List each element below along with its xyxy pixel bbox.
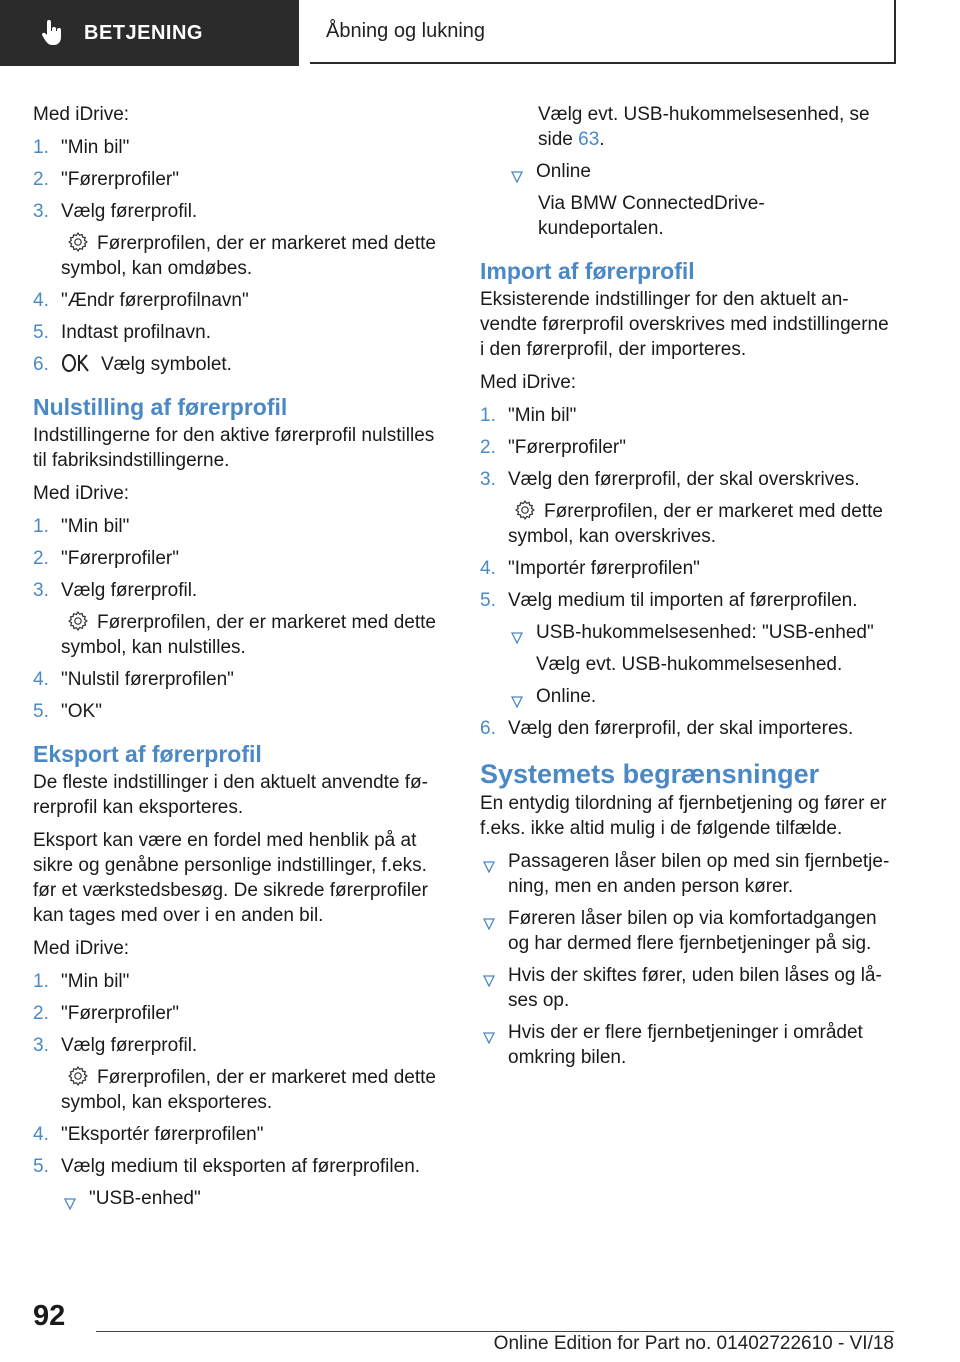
list-item <box>480 403 890 428</box>
list-note <box>33 1065 443 1115</box>
bullet-item <box>480 849 890 899</box>
export-body-2: Eksport kan være en fordel med henblik på at sikre og genåbne personlige indstillinger, f.eks. før et værkstedsbesøg. De sikrede førerprofiler kan tages med over i en anden bil. <box>33 830 428 926</box>
list-number: 5. <box>480 590 496 611</box>
list-text: Vælg medium til eksporten af førerprofilen. <box>61 1156 421 1177</box>
usb-continuation <box>480 102 890 152</box>
list-number: 6. <box>480 718 496 739</box>
list-item <box>480 467 890 492</box>
list-text: "Eksportér førerprofilen" <box>61 1124 264 1145</box>
gear-icon <box>67 1065 89 1087</box>
list-text: "Førerprofiler" <box>61 548 179 569</box>
bullet-item <box>480 1020 890 1070</box>
bullet-text: Hvis der skiftes fører, uden bilen låses og lå‐ses op. <box>508 965 882 1011</box>
export-intro: Med iDrive: <box>33 938 130 959</box>
list-item <box>480 556 890 581</box>
list-note <box>33 610 443 660</box>
chapter-title-box <box>310 0 896 64</box>
section-heading-import: Import af førerprofil <box>480 258 695 284</box>
triangle-bullet-icon <box>511 690 523 702</box>
list-item <box>33 1154 443 1179</box>
triangle-bullet-icon <box>64 1192 76 1204</box>
bullet-text: Hvis der er flere fjernbetjeninger i området omkring bilen. <box>508 1022 863 1068</box>
list-item <box>33 1122 443 1147</box>
page-number: 92 <box>33 1300 66 1332</box>
list-text: Vælg førerprofil. <box>61 580 198 601</box>
list-item <box>33 167 443 192</box>
list-number: 6. <box>33 354 49 375</box>
right-column <box>480 102 890 1077</box>
section-heading-reset: Nulstilling af førerprofil <box>33 394 288 420</box>
import-body: Eksisterende indstillinger for den aktuelt an‐vendte førerprofil overskrives med indstillingerne i den førerprofil, der importeres. <box>480 289 889 360</box>
list-number: 5. <box>33 322 49 343</box>
list-item <box>33 667 443 692</box>
triangle-bullet-icon <box>483 912 495 924</box>
list-number: 1. <box>480 405 496 426</box>
note-text: Førerprofilen, der er markeret med dette symbol, kan eksporteres. <box>61 1067 436 1113</box>
list-number: 3. <box>33 580 49 601</box>
list-number: 4. <box>33 669 49 690</box>
export-body-1: De fleste indstillinger i den aktuelt anvendte fø‐rerprofil kan eksporteres. <box>33 772 428 818</box>
bullet-text: "USB-enhed" <box>89 1188 201 1209</box>
page-header <box>0 0 960 66</box>
list-item <box>33 578 443 603</box>
online-continuation: Via BMW ConnectedDrive-kundeportalen. <box>538 193 765 239</box>
ok-icon <box>61 352 91 374</box>
reset-body: Indstillingerne for den aktive førerprofil nulstilles til fabriksindstillingerne. <box>33 425 435 471</box>
list-text: "Min bil" <box>508 405 577 426</box>
usb-continuation-suffix: . <box>599 129 605 150</box>
note-text: Førerprofilen, der er markeret med dette symbol, kan omdøbes. <box>61 233 436 279</box>
list-item <box>480 588 890 613</box>
list-number: 3. <box>480 469 496 490</box>
ok-icon-label: OK <box>61 352 63 353</box>
list-text: Vælg førerprofil. <box>61 1035 198 1056</box>
list-number: 1. <box>33 971 49 992</box>
list-note <box>480 499 890 549</box>
bullet-text: Føreren låser bilen op via komfortadgangen og har dermed flere fjernbetjeninger på sig. <box>508 908 877 954</box>
list-number: 2. <box>33 548 49 569</box>
usb-sub-continuation: Vælg evt. USB-hukommelsesenhed. <box>536 654 843 675</box>
bullet-text: Passageren låser bilen op med sin fjernbetje‐ning, men en anden person kører. <box>508 851 890 897</box>
list-text: "Importér førerprofilen" <box>508 558 700 579</box>
list-text: "Førerprofiler" <box>61 1003 179 1024</box>
bullet-text: USB-hukommelsesenhed: "USB-enhed" <box>536 622 874 643</box>
list-text: Vælg den førerprofil, der skal importeres. <box>508 718 854 739</box>
list-item <box>33 1001 443 1026</box>
list-item <box>33 352 443 377</box>
section-heading-export: Eksport af førerprofil <box>33 741 262 767</box>
list-number: 2. <box>33 169 49 190</box>
list-number: 5. <box>33 701 49 722</box>
bullet-text: Online. <box>536 686 597 707</box>
bullet-item <box>508 159 890 184</box>
list-item <box>480 716 890 741</box>
triangle-bullet-icon <box>483 855 495 867</box>
hand-pointer-icon <box>40 19 64 47</box>
triangle-bullet-icon <box>483 969 495 981</box>
left-column <box>33 102 443 1218</box>
list-number: 4. <box>33 1124 49 1145</box>
list-text: "Ændr førerprofilnavn" <box>61 290 249 311</box>
section-tab <box>0 0 299 66</box>
bullet-item <box>508 684 890 709</box>
list-item <box>33 199 443 224</box>
list-text: "Førerprofiler" <box>61 169 179 190</box>
triangle-bullet-icon <box>483 1026 495 1038</box>
rename-intro: Med iDrive: <box>33 104 130 125</box>
usb-continuation-text: Vælg evt. USB-hukommelsesenhed, se side <box>538 104 870 150</box>
list-item <box>33 546 443 571</box>
gear-icon <box>67 610 89 632</box>
limits-body: En entydig tilordning af fjernbetjening og fører er f.eks. ikke altid mulig i de følgende tilfælde. <box>480 793 887 839</box>
list-text: "Nulstil førerprofilen" <box>61 669 234 690</box>
note-text: Førerprofilen, der er markeret med dette symbol, kan nulstilles. <box>61 612 436 658</box>
gear-icon <box>67 231 89 253</box>
list-number: 1. <box>33 137 49 158</box>
list-number: 1. <box>33 516 49 537</box>
list-item <box>33 135 443 160</box>
chapter-title: Åbning og lukning <box>326 19 486 42</box>
section-heading-limits: Systemets begrænsninger <box>480 759 820 789</box>
list-number: 2. <box>33 1003 49 1024</box>
list-number: 3. <box>33 1035 49 1056</box>
list-item <box>33 1033 443 1058</box>
list-item <box>33 320 443 345</box>
bullet-item <box>480 963 890 1013</box>
reset-intro: Med iDrive: <box>33 483 130 504</box>
footer-edition: Online Edition for Part no. 01402722610 - VI/18 <box>493 1333 894 1354</box>
gear-icon <box>514 499 536 521</box>
list-number: 2. <box>480 437 496 458</box>
page-link[interactable]: 63 <box>578 129 600 150</box>
list-number: 5. <box>33 1156 49 1177</box>
triangle-bullet-icon <box>511 626 523 638</box>
list-text: "Min bil" <box>61 137 130 158</box>
section-label: BETJENING <box>84 21 203 44</box>
list-text: "Førerprofiler" <box>508 437 626 458</box>
triangle-bullet-icon <box>511 165 523 177</box>
list-text: "OK" <box>61 701 102 722</box>
list-item <box>33 969 443 994</box>
list-note <box>33 231 443 281</box>
footer-divider <box>96 1331 894 1332</box>
list-text: Vælg den førerprofil, der skal overskrives. <box>508 469 860 490</box>
list-text: Vælg medium til importen af førerprofilen. <box>508 590 858 611</box>
bullet-item <box>61 1186 443 1211</box>
list-text: Indtast profilnavn. <box>61 322 211 343</box>
list-item <box>33 514 443 539</box>
list-item <box>33 288 443 313</box>
list-item <box>480 435 890 460</box>
list-number: 3. <box>33 201 49 222</box>
list-number: 4. <box>480 558 496 579</box>
list-text: Vælg symbolet. <box>101 354 232 375</box>
list-text: Vælg førerprofil. <box>61 201 198 222</box>
bullet-text: Online <box>536 161 591 182</box>
list-number: 4. <box>33 290 49 311</box>
list-item <box>33 699 443 724</box>
note-text: Førerprofilen, der er markeret med dette symbol, kan overskrives. <box>508 501 883 547</box>
import-intro: Med iDrive: <box>480 372 577 393</box>
bullet-item <box>508 620 890 645</box>
list-text: "Min bil" <box>61 971 130 992</box>
bullet-item <box>480 906 890 956</box>
list-text: "Min bil" <box>61 516 130 537</box>
